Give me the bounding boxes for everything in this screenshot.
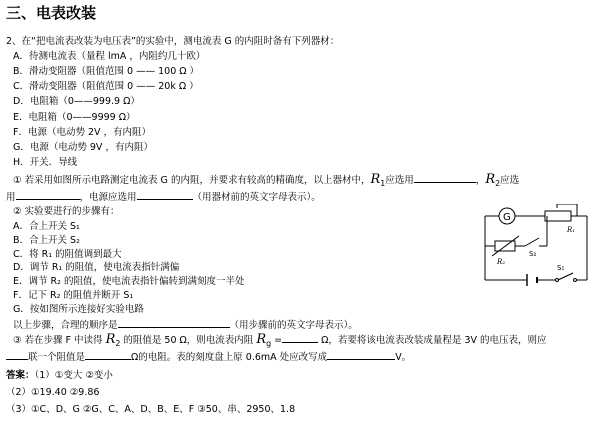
q3-r2-symbol: R [105, 332, 116, 347]
step-a: A．合上开关 S₁ [13, 221, 80, 232]
r1-symbol: R [370, 172, 381, 187]
step-f: F．记下 R₂ 的阻值并断开 S₁ [13, 290, 134, 301]
option-f: F．电源（电动势 2V ，有内阻） [13, 127, 152, 138]
q1-line1: ① 若采用如图所示电路测定电流表 G 的内阻，并要求有较高的精确度，以上器材中，$R_1$应选用 ，$R_2$应选 [13, 172, 520, 188]
r2-symbol: R [485, 172, 496, 187]
answer-line3: （3）①C、D、G ②G、C、A、D、B、E、F ③50、串、2950、1.8 [6, 404, 296, 415]
step-g: G．按如图所示连接好实验电路 [13, 304, 144, 315]
option-d: D．电阻箱（0——999.9 Ω） [13, 96, 140, 107]
q3-line2 [6, 350, 411, 364]
rheostat-r1-icon [545, 211, 571, 221]
answer-part1: （1）①变大 ②变小 [34, 370, 113, 381]
q3-line2-c: V。 [395, 352, 412, 363]
connection-answer-blank[interactable] [6, 350, 28, 360]
q3-text-c: = [271, 335, 283, 346]
q3-line1 [13, 333, 547, 350]
circuit-label-s1: S₁ [557, 264, 565, 272]
q1-line2-c: （用器材前的英文字母表示）。 [192, 192, 321, 203]
answer-line1 [6, 370, 113, 382]
circuit-label-g: G [503, 212, 511, 223]
step-d: D．调节 R₁ 的阻值，使电流表指针满偏 [13, 262, 180, 273]
q1-line2-a: 用 [6, 192, 16, 203]
resistance-answer-blank[interactable] [85, 350, 131, 360]
circuit-label-r2: R₂ [497, 258, 506, 266]
q2-order-text: 以上步骤，合理的顺序是 [13, 320, 118, 331]
source-answer-blank[interactable] [137, 190, 193, 200]
rg-sub: g [266, 338, 272, 348]
q2-intro: ② 实验要进行的步骤有： [13, 206, 120, 217]
option-b: B．滑动变阻器（阻值范围 0 —— 100 Ω ） [13, 66, 200, 77]
step-b: B．合上开关 S₂ [13, 235, 80, 246]
order-answer-blank[interactable] [118, 318, 230, 328]
section-title: 三、电表改装 [6, 4, 97, 22]
circuit-label-r1: R₁ [567, 226, 576, 234]
rg-symbol: R [256, 332, 267, 347]
r2-sub: 2 [495, 178, 501, 188]
q3-line2-a: 联一个阻值是 [28, 352, 86, 363]
option-e: E．电阻箱（0——9999 Ω） [13, 112, 136, 123]
circuit-label-s2: S₂ [529, 250, 537, 258]
q3-r2-sub: 2 [115, 338, 121, 348]
q1-choose2: 应选 [500, 175, 520, 186]
answer-line2: （2）①19.40 ②9.86 [6, 387, 100, 398]
option-c: C．滑动变阻器（阻值范围 0 —— 20k Ω ） [13, 81, 199, 92]
circuit-diagram [477, 204, 595, 304]
q2-order-tail: （用步骤前的英文字母表示）。 [229, 320, 358, 331]
q1-choose: 应选用 [385, 175, 414, 186]
q3-text-b: 的阻值是 50 Ω，则电流表内阻 [120, 335, 257, 346]
r2-answer-blank[interactable] [16, 190, 80, 200]
question-stem: 2、在“把电流表改装为电压表”的实验中，测电流表 G 的内阻时备有下列器材： [6, 36, 340, 47]
q1-line2-b: ，电源应选用 [79, 192, 137, 203]
q3-text-d: Ω，若要将该电流表改装成量程是 3V 的电压表，则应 [318, 335, 547, 346]
q1-text: ① 若采用如图所示电路测定电流表 G 的内阻，并要求有较高的精确度，以上器材中， [13, 175, 371, 186]
option-a: A．待测电流表（量程 lmA ，内阻约几十欧） [13, 51, 206, 62]
r1-sub: 1 [380, 178, 386, 188]
step-c: C．将 R₁ 的阻值调到最大 [13, 249, 122, 260]
step-e: E．调节 R₂ 的阻值，使电流表指针偏转到满刻度一半处 [13, 276, 245, 287]
q3-line2-b: Ω的电阻。表的刻度盘上原 0.6mA 处应改写成 [131, 352, 328, 363]
q1-line2 [6, 190, 321, 204]
q2-order [13, 318, 358, 332]
option-h: H．开关．导线 [13, 157, 78, 168]
r1-answer-blank[interactable] [414, 173, 476, 183]
voltage-answer-blank[interactable] [327, 350, 395, 360]
rg-answer-blank[interactable] [282, 333, 318, 343]
answer-label: 答案： [6, 370, 35, 381]
q3-text-a: ③ 若在步骤 F 中读得 [13, 335, 106, 346]
option-g: G．电源（电动势 9V ，有内阻） [13, 142, 153, 153]
